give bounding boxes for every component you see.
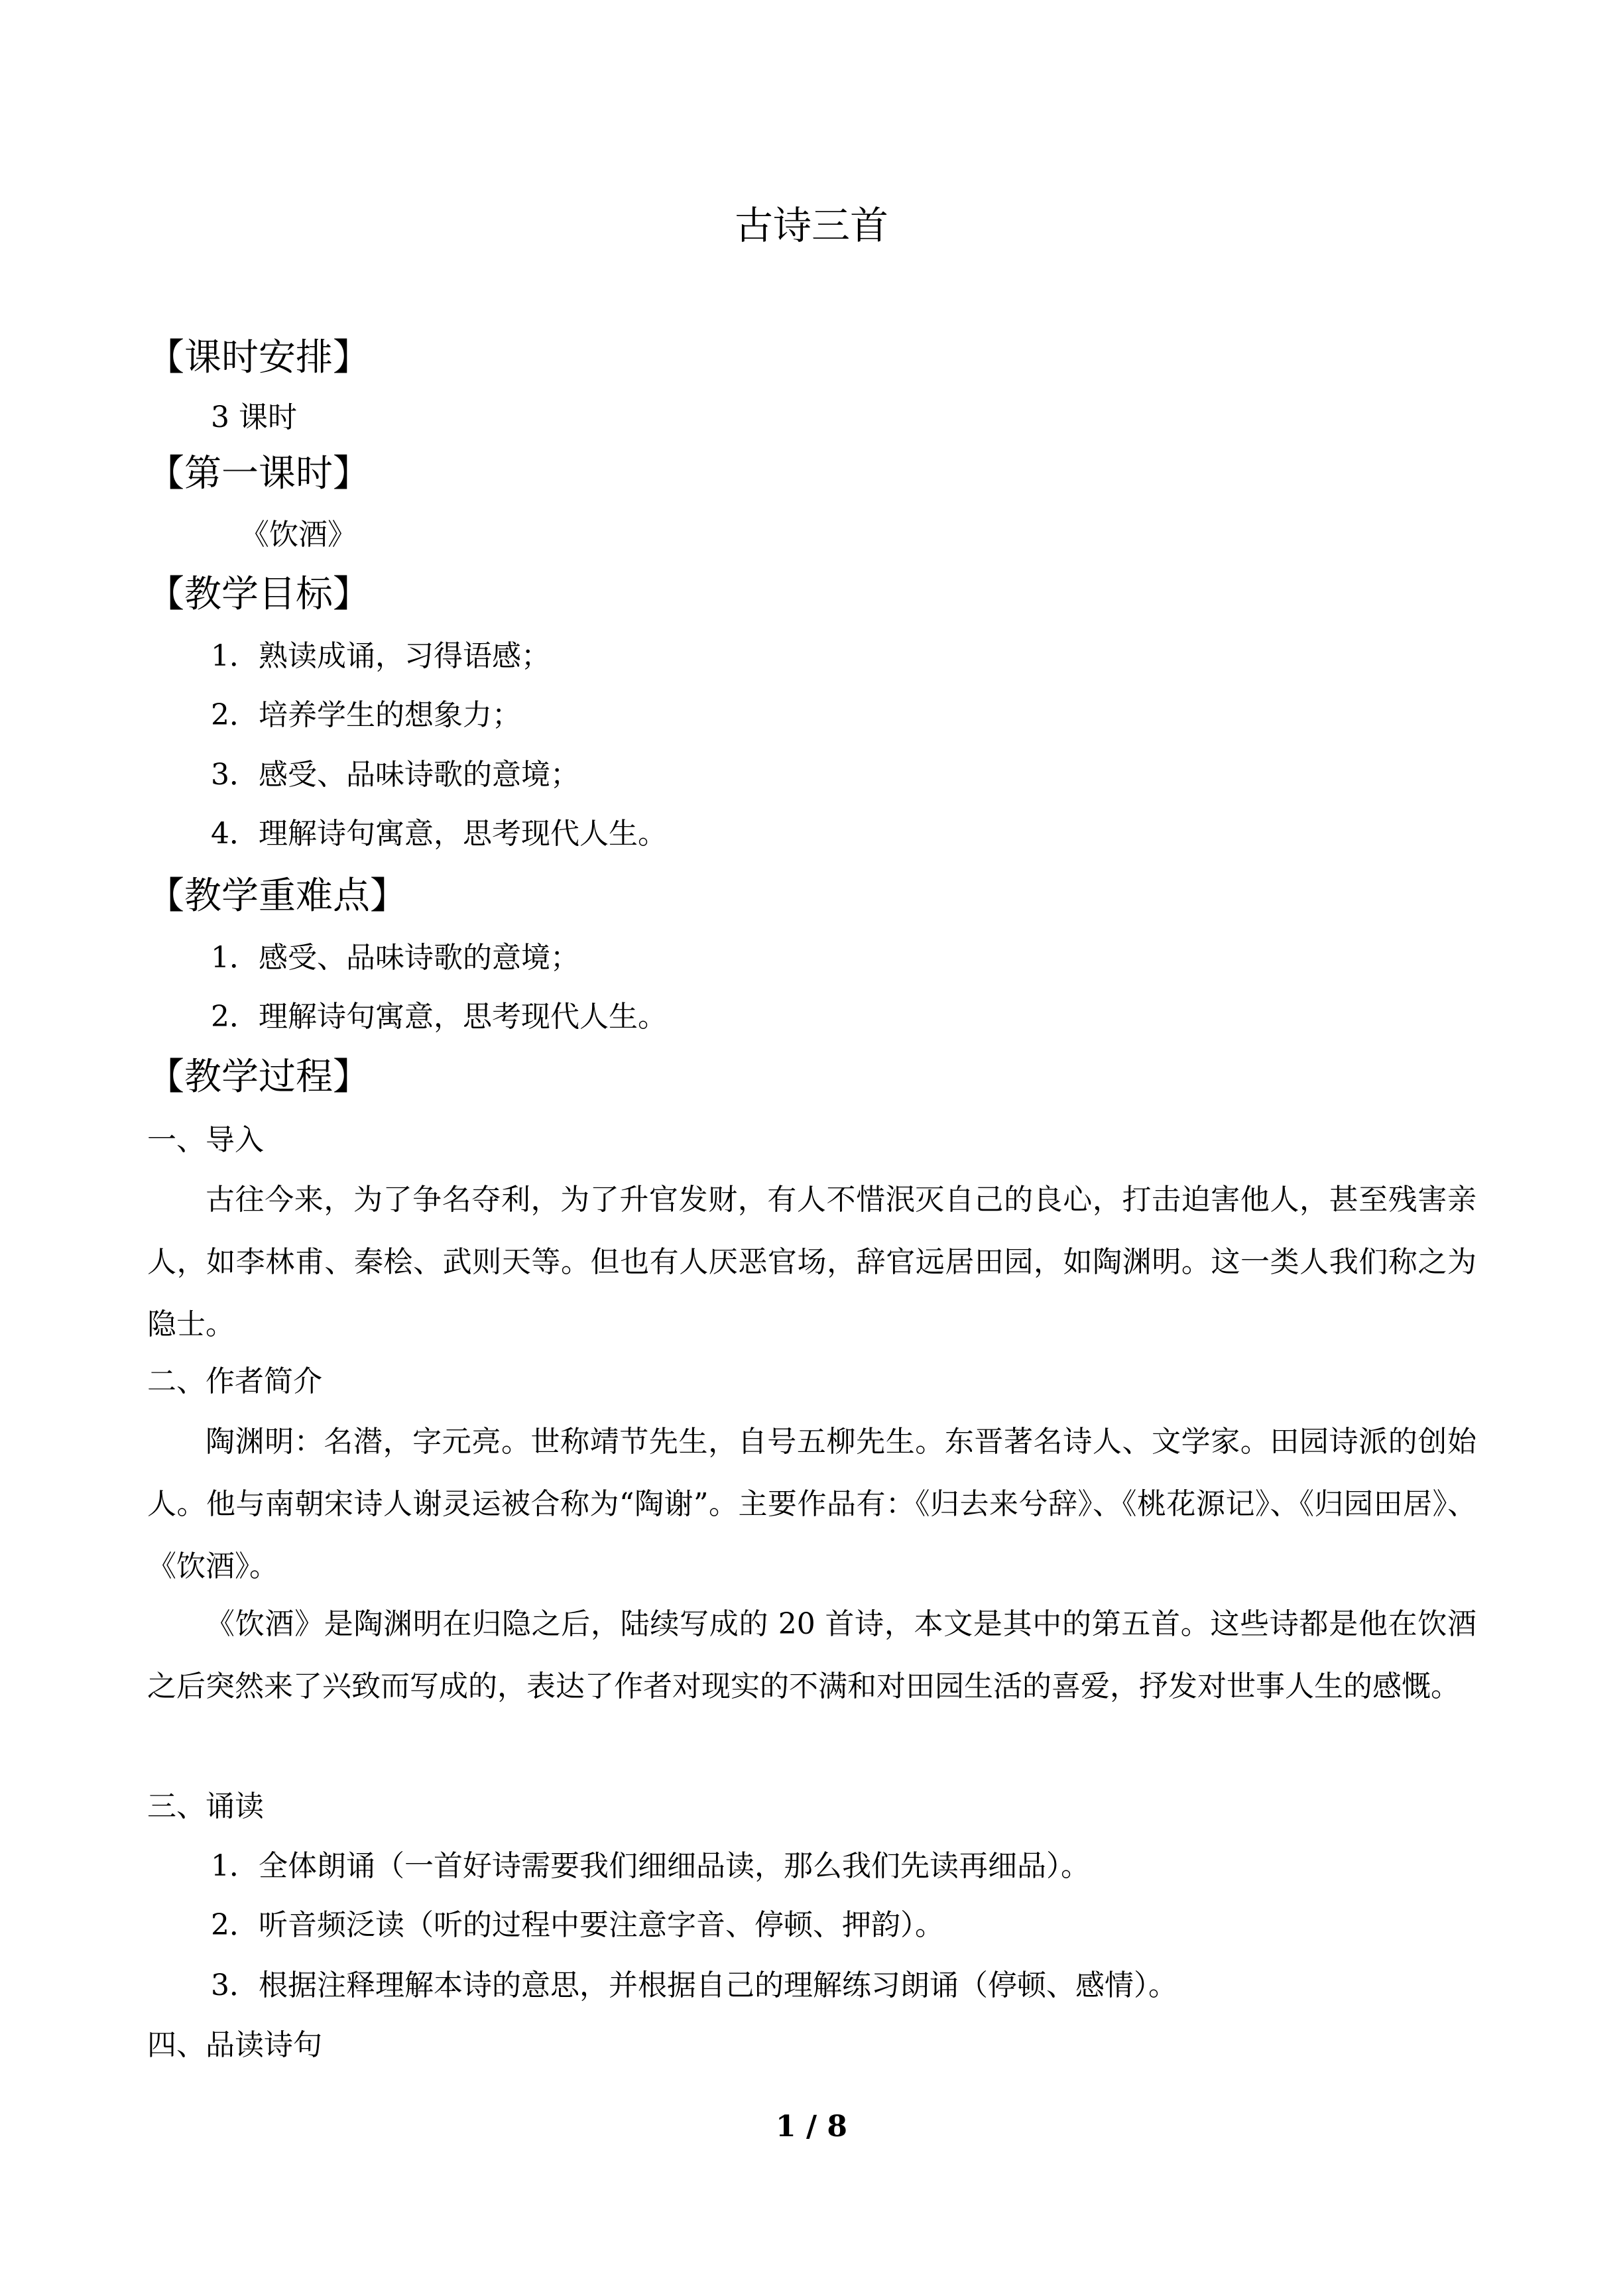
section-title-author: 二、作者简介 (147, 1364, 322, 1398)
section-title-recitation: 三、诵读 (147, 1789, 264, 1823)
key-points-heading: 【教学重难点】 (147, 875, 407, 918)
lesson-poem: 《饮酒》 (240, 518, 357, 552)
page-number: 1 / 8 (776, 2110, 847, 2144)
author-paragraph: 陶渊明：名潜，字元亮。世称靖节先生，自号五柳先生。东晋著名诗人、文学家。田园诗派的创始人。他与南朝宋诗人谢灵运被合称为“陶谢”。主要作品有：《归去来兮辞》、《桃花源记》、《归园田居》、《饮酒》。 (147, 1425, 1476, 1583)
intro-paragraph: 古往今来，为了争名夺利，为了升官发财，有人不惜泯灭自己的良心，打击迫害他人，甚至残害亲人，如李林甫、秦桧、武则天等。但也有人厌恶官场，辞官远居田园，如陶渊明。这一类人我们称之为隐士。 (147, 1183, 1476, 1341)
process-heading: 【教学过程】 (147, 1056, 370, 1099)
section-title-appreciation: 四、品读诗句 (147, 2028, 322, 2062)
schedule-text: 3 课时 (211, 400, 297, 434)
objectives-heading: 【教学目标】 (147, 573, 370, 616)
lesson-heading: 【第一课时】 (147, 452, 370, 495)
objective-item: 4．理解诗句寓意，思考现代人生。 (211, 817, 667, 851)
recitation-step: 1．全体朗诵（一首好诗需要我们细细品读，那么我们先读再细品）。 (211, 1849, 1090, 1883)
schedule-heading: 【课时安排】 (147, 336, 370, 379)
section-title-intro: 一、导入 (147, 1123, 264, 1157)
objective-item: 1．熟读成诵，习得语感； (211, 639, 550, 673)
poem-background-paragraph: 《饮酒》是陶渊明在归隐之后，陆续写成的 20 首诗，本文是其中的第五首。这些诗都是他在饮酒之后突然来了兴致而写成的，表达了作者对现实的不满和对田园生活的喜爱，抒发对世事人生的感慨。 (147, 1607, 1476, 1703)
recitation-step: 2．听音频泛读（听的过程中要注意字音、停顿、押韵）。 (211, 1908, 944, 1942)
document-title: 古诗三首 (734, 203, 888, 248)
key-point-item: 2．理解诗句寓意，思考现代人生。 (211, 1000, 667, 1034)
objective-item: 3．感受、品味诗歌的意境； (211, 758, 579, 792)
objective-item: 2．培养学生的想象力； (211, 698, 521, 732)
recitation-step: 3．根据注释理解本诗的意思，并根据自己的理解练习朗诵（停顿、感情）。 (211, 1968, 1177, 2002)
key-point-item: 1．感受、品味诗歌的意境； (211, 941, 579, 975)
